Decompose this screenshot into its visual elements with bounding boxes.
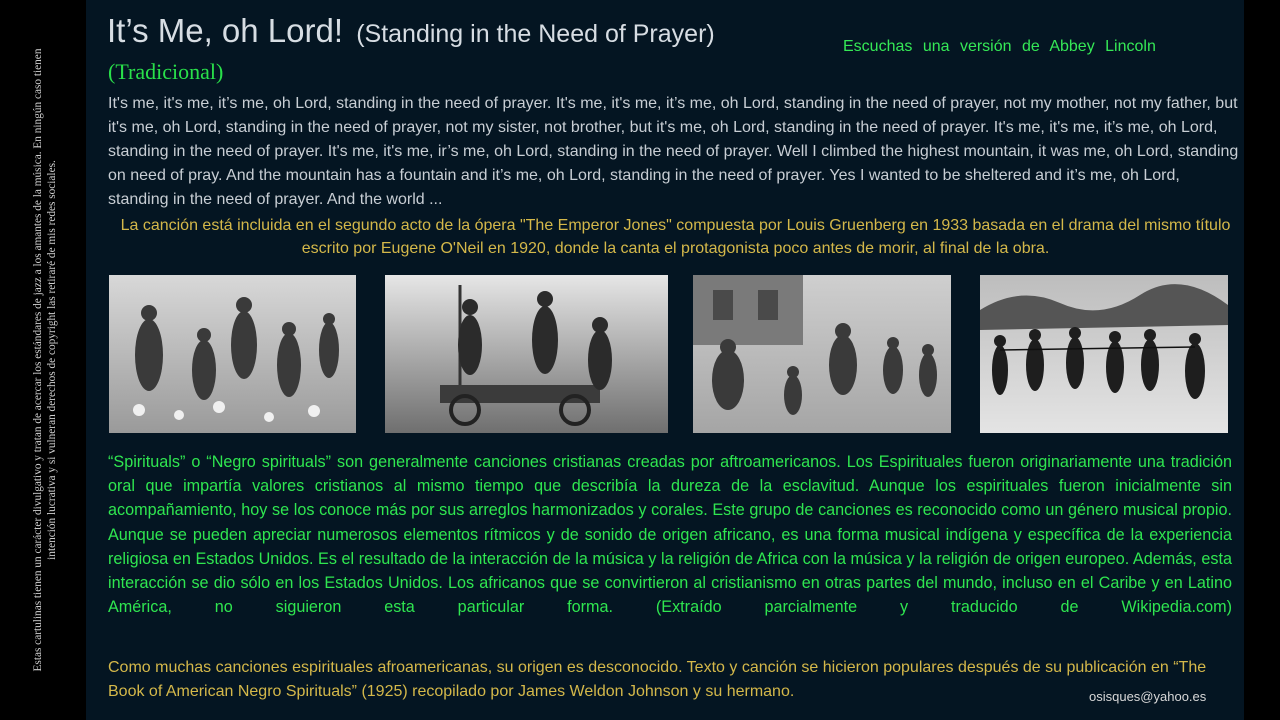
spirituals-info: “Spirituals” o “Negro spirituals” son generalmente canciones cristianas creadas por aftroamericanos. Los Espirituales fueron originariamente una tradición oral que impartía valores cristianos al mismo tiempo que describía la dureza de la esclavitud. Aunque los espirituales fueron inicialmente sin acompañamiento, hoy se los conoce más por sus arreglos harmonizados y corales. Este grupo de canciones es reconocido como un género musical propio. Aunque se pueden apreciar numerosos elementos rítmicos y de sonido de origen africano, es una forma musical indígena y específica de la experiencia religiosa en Estados Unidos. Es el resultado de la interacción de la música y la religión de Africa con la música y la religión de origen europeo. Además, esta interacción se dio sólo en los Estados Unidos. Los africanos que se convirtieron al cristianismo en otras partes del mundo, incluso en el Caribe y en Latino América, no siguieron esta particular forma. (Extraído parcialmente y traducido de Wikipedia.com): [108, 453, 1232, 617]
plantation-cabin-image: [693, 275, 951, 433]
lyrics-text: It's me, it's me, it’s me, oh Lord, standing in the need of prayer. It's me, it's me, it’s me, oh Lord, standing in the need of prayer, not my mother, not my father, but it's me, oh Lord, standing in the need of prayer, not my sister, not brother, but it's me, oh Lord, standing in the need of prayer. It's me, it's me, it’s me, oh Lord, standing in the need of prayer. It's me, it's me, ir’s me, oh Lord, standing in the need of prayer. Well I climbed the highest mountain, it was me, oh Lord, standing on need of pray. And the mountain has a fountain and it’s me, oh Lord, standing in the need of prayer. Yes I wanted to be sheltered and it’s me, oh Lord, standing in the need of prayer. And the world ...: [108, 95, 1239, 208]
song-title: [107, 12, 715, 50]
song-title-main: It’s Me, oh Lord!: [107, 12, 344, 49]
listen-note: Escuchas una versión de Abbey Lincoln: [843, 38, 1156, 55]
slave-coffle-image: [980, 275, 1228, 433]
railroad-workers-image: [385, 275, 668, 433]
composer-credit: (Tradicional): [108, 59, 224, 84]
opera-note: La canción está incluida en el segundo acto de la ópera "The Emperor Jones" compuesta por Louis Gruenberg en 1933 basada en el drama del mismo título escrito por Eugene O'Neil en 1920, donde la canta el protagonista poco antes de morir, al final de la obra.: [120, 217, 1231, 257]
author-email: osisques@yahoo.es: [1089, 689, 1207, 704]
origin-note: Como muchas canciones espirituales afroamericanas, su origen es desconocido. Texto y canción se hicieron populares después de su publicación en “The Book of American Negro Spirituals” (1925) recopilado por James Weldon Johnson y su hermano.: [108, 659, 1207, 700]
cotton-field-image: [109, 275, 356, 433]
song-subtitle: (Standing in the Need of Prayer): [356, 20, 715, 48]
copyright-side-note: [10, 10, 80, 710]
side-note-text: Estas cartulinas tienen un carácter divulgativo y tratan de acercar los estándares de jazz a los amantes de la música. En ningún caso tienen intención lucrativa y si vulneran derechos de copyright las retiraré de mis redes sociales.: [32, 48, 58, 672]
